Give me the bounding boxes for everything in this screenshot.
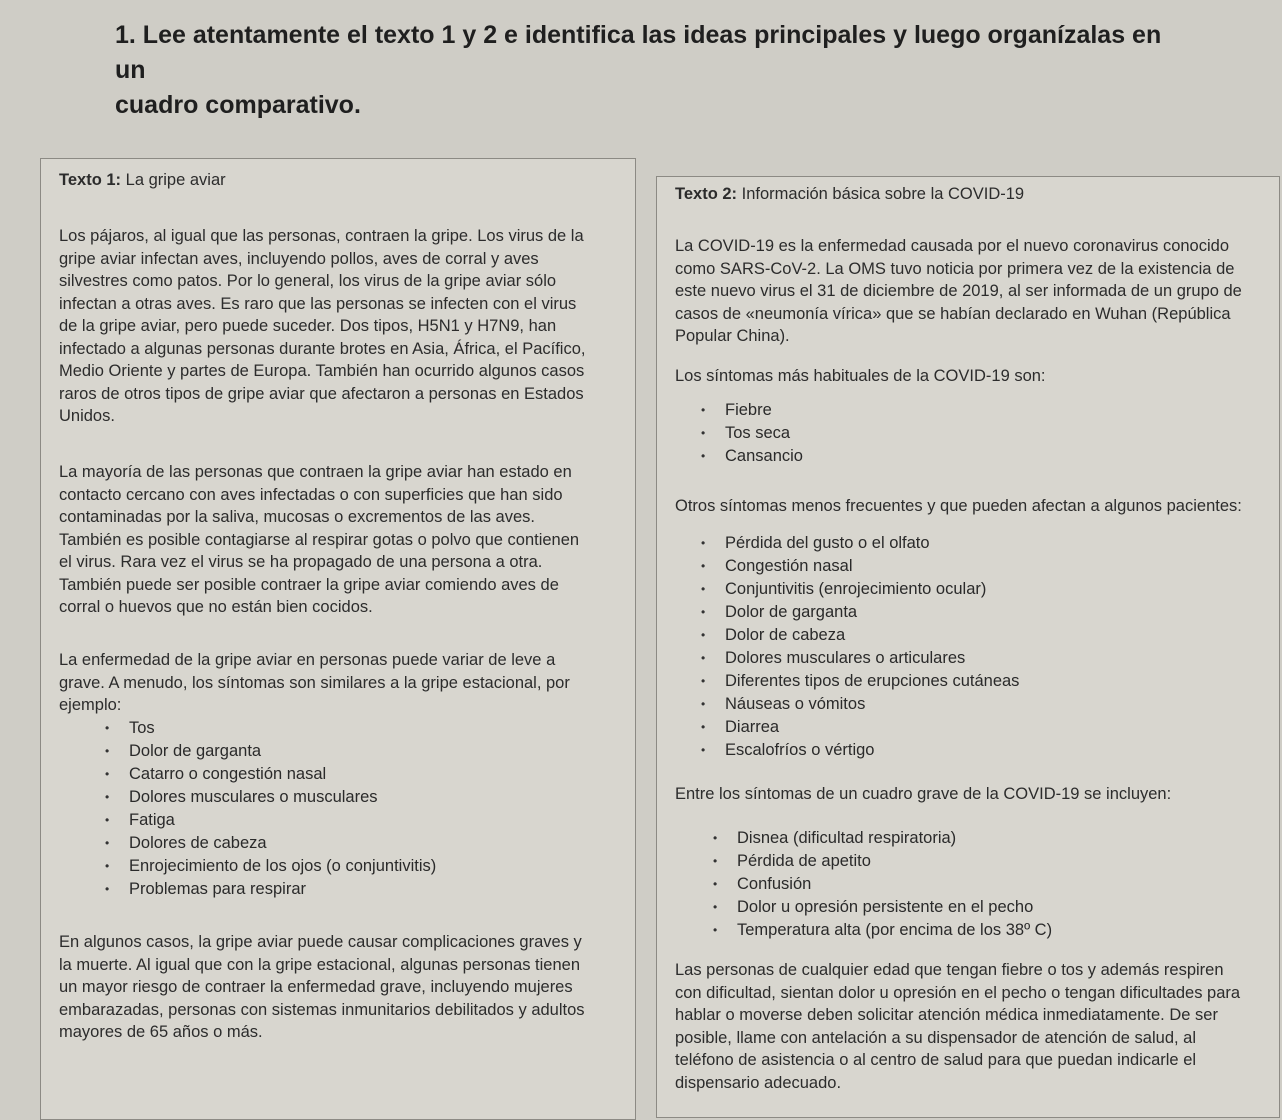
- list-item: • Dolor u opresión persistente en el pecho: [737, 896, 1052, 919]
- texto-2-label: Texto 2:: [675, 185, 738, 203]
- list-item: • Congestión nasal: [725, 555, 1019, 578]
- list-item: • Diferentes tipos de erupciones cutáneas: [725, 670, 1019, 693]
- texto-2-final-paragraph: [675, 959, 1240, 1094]
- text-line: el virus. Rara vez el virus se ha propagado de una persona a otra.: [59, 553, 543, 571]
- text-line: un mayor riesgo de contraer la enfermedad grave, incluyendo mujeres: [59, 978, 573, 996]
- list-item: • Enrojecimiento de los ojos (o conjuntivitis): [129, 855, 436, 878]
- common-symptoms-heading: Los síntomas más habituales de la COVID-19 son:: [675, 367, 1046, 385]
- instruction-line-1: 1. Lee atentamente el texto 1 y 2 e identifica las ideas principales y luego organízalas en un: [115, 21, 1162, 84]
- texto-1-symptom-list: [129, 717, 436, 901]
- list-item: • Dolor de garganta: [129, 740, 436, 763]
- text-line: mayores de 65 años o más.: [59, 1023, 263, 1041]
- text-line: La COVID-19 es la enfermedad causada por el nuevo coronavirus conocido: [675, 237, 1229, 255]
- texto-2-title: [675, 183, 1024, 206]
- text-line: la muerte. Al igual que con la gripe estacional, algunas personas tienen: [59, 955, 581, 974]
- text-line: La enfermedad de la gripe aviar en personas puede variar de leve a: [59, 651, 556, 669]
- text-line: posible, llame con antelación a su dispensador de atención de salud, al: [675, 1028, 1197, 1047]
- list-item: • Dolor de cabeza: [725, 624, 1019, 647]
- severe-symptoms-heading: Entre los síntomas de un cuadro grave de la COVID-19 se incluyen:: [675, 785, 1172, 803]
- text-line: Los pájaros, al igual que las personas, contraen la gripe. Los virus de la: [59, 227, 584, 245]
- text-line: infectan a otras aves. Es raro que las personas se infecten con el virus: [59, 294, 577, 313]
- list-item: • Disnea (dificultad respiratoria): [737, 827, 1052, 850]
- list-item: • Fatiga: [129, 809, 436, 832]
- less-common-symptoms-heading: Otros síntomas menos frecuentes y que pueden afectan a algunos pacientes:: [675, 497, 1242, 515]
- text-line: También puede ser posible contraer la gripe aviar comiendo aves de: [59, 575, 559, 594]
- list-item: • Temperatura alta (por encima de los 38º C): [737, 919, 1052, 942]
- list-item: • Dolores musculares o articulares: [725, 647, 1019, 670]
- texto-2-title-text: Información básica sobre la COVID-19: [741, 185, 1025, 203]
- texto-1-title-text: La gripe aviar: [125, 171, 226, 189]
- text-line: con dificultad, sientan dolor u opresión en el pecho o tengan dificultades para: [675, 983, 1241, 1002]
- text-line: ejemplo:: [59, 696, 122, 714]
- instruction-line-2: cuadro comparativo.: [115, 91, 361, 119]
- texto-2-box: [656, 176, 1280, 1118]
- texto-1-box: [40, 158, 636, 1120]
- text-line: este nuevo virus el 31 de diciembre de 2019, al ser informada de un grupo de: [675, 282, 1242, 300]
- text-line: raros de otros tipos de gripe aviar que afectaron a personas en Estados: [59, 384, 584, 403]
- texto-1-paragraph-1: [59, 225, 586, 428]
- list-item: • Escalofríos o vértigo: [725, 739, 1019, 762]
- text-line: dispensario adecuado.: [675, 1073, 842, 1092]
- list-item: • Tos: [129, 717, 436, 740]
- list-item: • Conjuntivitis (enrojecimiento ocular): [725, 578, 1019, 601]
- list-item: • Confusión: [737, 873, 1052, 896]
- list-item: • Dolores musculares o musculares: [129, 786, 436, 809]
- text-line: silvestres como patos. Por lo general, los virus de la gripe aviar sólo: [59, 272, 557, 290]
- list-item: • Problemas para respirar: [129, 878, 436, 901]
- text-line: Medio Oriente y partes de Europa. También han ocurrido algunos casos: [59, 362, 585, 380]
- texto-2-paragraph-1: [675, 235, 1242, 348]
- list-item: • Tos seca: [725, 422, 803, 445]
- text-line: hablar o moverse deben solicitar atención médica inmediatamente. De ser: [675, 1006, 1218, 1024]
- texto-1-title: [59, 169, 226, 192]
- list-item: • Pérdida del gusto o el olfato: [725, 532, 1019, 555]
- list-item: • Cansancio: [725, 445, 803, 468]
- instruction: [115, 18, 1195, 123]
- text-line: La mayoría de las personas que contraen la gripe aviar han estado en: [59, 463, 572, 481]
- list-item: • Pérdida de apetito: [737, 850, 1052, 873]
- text-line: de la gripe aviar, pero puede suceder. Dos tipos, H5N1 y H7N9, han: [59, 317, 557, 335]
- list-item: • Dolor de garganta: [725, 601, 1019, 624]
- common-symptoms-list: [725, 399, 803, 468]
- list-item: • Fiebre: [725, 399, 803, 422]
- text-line: Popular China).: [675, 327, 790, 345]
- list-item: • Dolores de cabeza: [129, 832, 436, 855]
- text-line: En algunos casos, la gripe aviar puede causar complicaciones graves y: [59, 933, 582, 951]
- text-line: casos de «neumonía vírica» que se habían declarado en Wuhan (República: [675, 304, 1231, 323]
- text-line: contaminadas por la saliva, mucosas o excrementos de las aves.: [59, 508, 535, 526]
- texto-1-label: Texto 1:: [59, 171, 122, 189]
- text-line: Unidos.: [59, 407, 115, 425]
- severe-symptoms-list: [737, 827, 1052, 942]
- texto-1-paragraph-3: [59, 649, 570, 717]
- text-line: gripe aviar infectan aves, incluyendo pollos, aves de corral y aves: [59, 249, 539, 268]
- text-line: como SARS-CoV-2. La OMS tuvo noticia por primera vez de la existencia de: [675, 259, 1235, 278]
- list-item: • Catarro o congestión nasal: [129, 763, 436, 786]
- text-line: También es posible contagiarse al respirar gotas o polvo que contienen: [59, 530, 580, 549]
- text-line: embarazadas, personas con sistemas inmunitarios debilitados y adultos: [59, 1000, 585, 1019]
- text-line: grave. A menudo, los síntomas son similares a la gripe estacional, por: [59, 673, 570, 692]
- texto-1-paragraph-2: [59, 461, 579, 619]
- less-common-symptoms-list: [725, 532, 1019, 762]
- text-line: contacto cercano con aves infectadas o con superficies que han sido: [59, 485, 563, 504]
- text-line: Las personas de cualquier edad que tengan fiebre o tos y además respiren: [675, 961, 1224, 979]
- text-line: infectado a algunas personas durante brotes en Asia, África, el Pacífico,: [59, 339, 586, 358]
- text-line: teléfono de asistencia o al centro de salud para que puedan indicarle el: [675, 1051, 1197, 1069]
- text-line: corral o huevos que no están bien cocidos.: [59, 598, 373, 616]
- list-item: • Diarrea: [725, 716, 1019, 739]
- list-item: • Náuseas o vómitos: [725, 693, 1019, 716]
- texto-1-paragraph-4: [59, 931, 585, 1044]
